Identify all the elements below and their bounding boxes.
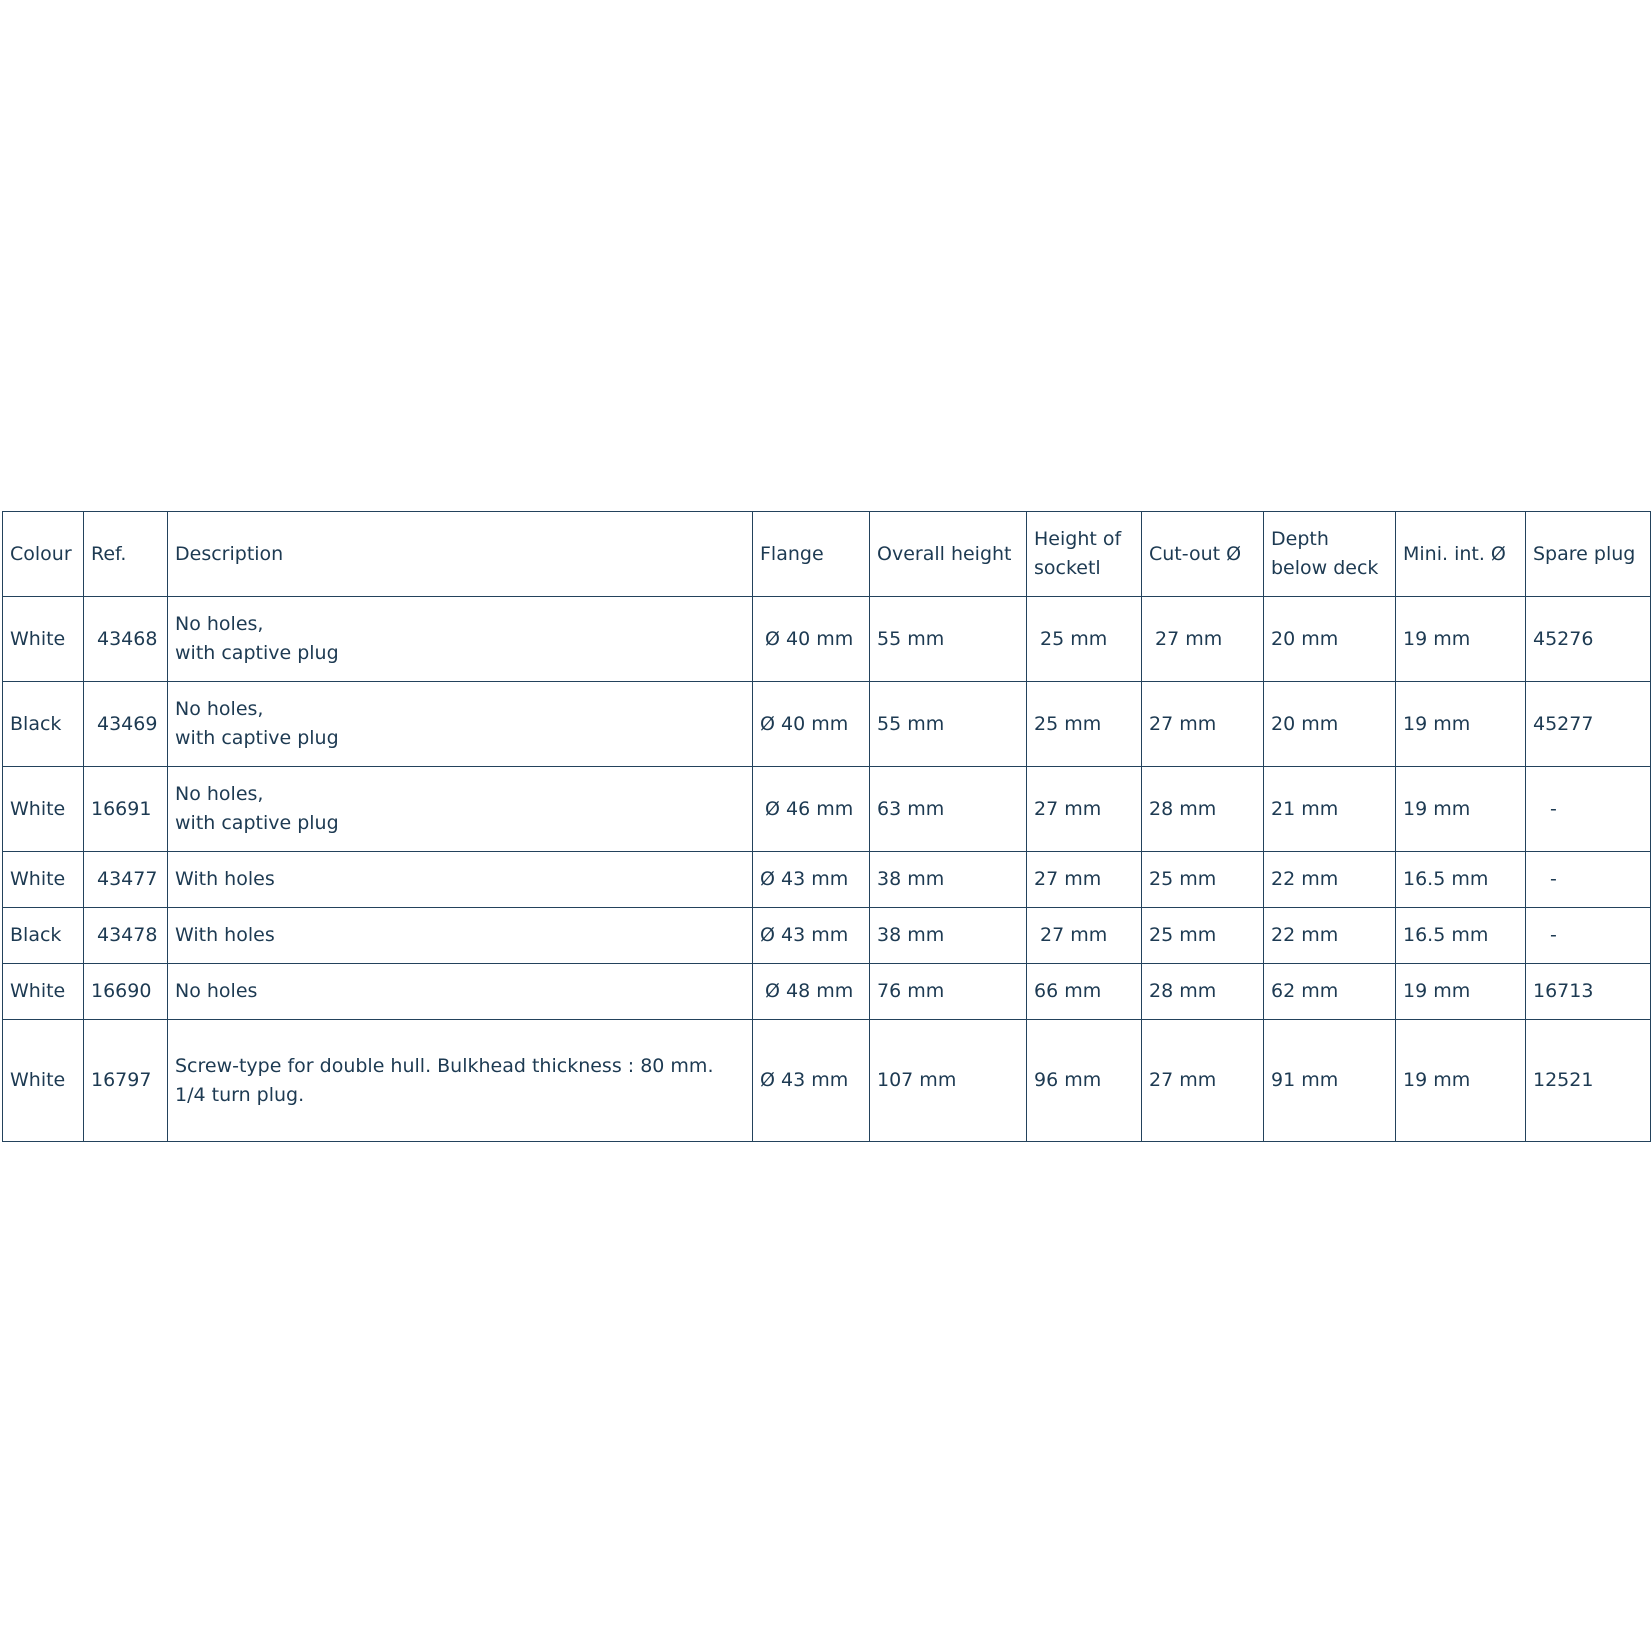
cell-ref: 16691 [84, 767, 168, 852]
cell-colour: White [3, 852, 84, 908]
header-ref: Ref. [84, 512, 168, 597]
cell-cut-out: 28 mm [1142, 767, 1264, 852]
cell-depth-below-deck: 22 mm [1264, 852, 1396, 908]
cell-height-of-socket: 25 mm [1027, 682, 1142, 767]
cell-depth-below-deck: 91 mm [1264, 1020, 1396, 1142]
cell-spare-plug: - [1526, 767, 1651, 852]
header-overall-height: Overall height [870, 512, 1027, 597]
cell-height-of-socket: 96 mm [1027, 1020, 1142, 1142]
cell-height-of-socket: 27 mm [1027, 908, 1142, 964]
cell-flange: Ø 40 mm [753, 597, 870, 682]
cell-flange: Ø 48 mm [753, 964, 870, 1020]
cell-description: With holes [168, 852, 753, 908]
header-colour: Colour [3, 512, 84, 597]
table-row [3, 964, 1651, 1020]
cell-description: With holes [168, 908, 753, 964]
cell-cut-out: 27 mm [1142, 1020, 1264, 1142]
cell-colour: White [3, 767, 84, 852]
table-header [3, 512, 1651, 597]
cell-cut-out: 25 mm [1142, 908, 1264, 964]
cell-mini-int: 19 mm [1396, 597, 1526, 682]
cell-mini-int: 19 mm [1396, 1020, 1526, 1142]
cell-ref: 43468 [84, 597, 168, 682]
cell-ref: 43478 [84, 908, 168, 964]
header-row [3, 512, 1651, 597]
cell-spare-plug: 12521 [1526, 1020, 1651, 1142]
cell-height-of-socket: 27 mm [1027, 767, 1142, 852]
cell-cut-out: 27 mm [1142, 597, 1264, 682]
header-depth-below-deck: Depth below deck [1264, 512, 1396, 597]
cell-overall-height: 76 mm [870, 964, 1027, 1020]
cell-depth-below-deck: 20 mm [1264, 682, 1396, 767]
cell-description: No holes [168, 964, 753, 1020]
cell-colour: White [3, 964, 84, 1020]
cell-ref: 16797 [84, 1020, 168, 1142]
cell-ref: 16690 [84, 964, 168, 1020]
cell-description: No holes, with captive plug [168, 682, 753, 767]
table-row [3, 767, 1651, 852]
cell-flange: Ø 43 mm [753, 908, 870, 964]
cell-ref: 43469 [84, 682, 168, 767]
cell-mini-int: 16.5 mm [1396, 908, 1526, 964]
cell-height-of-socket: 27 mm [1027, 852, 1142, 908]
header-cut-out: Cut-out Ø [1142, 512, 1264, 597]
cell-spare-plug: 45276 [1526, 597, 1651, 682]
cell-colour: Black [3, 682, 84, 767]
cell-ref: 43477 [84, 852, 168, 908]
header-flange: Flange [753, 512, 870, 597]
cell-cut-out: 28 mm [1142, 964, 1264, 1020]
cell-colour: White [3, 597, 84, 682]
cell-depth-below-deck: 20 mm [1264, 597, 1396, 682]
cell-description: No holes, with captive plug [168, 767, 753, 852]
cell-height-of-socket: 66 mm [1027, 964, 1142, 1020]
cell-overall-height: 38 mm [870, 852, 1027, 908]
header-description: Description [168, 512, 753, 597]
cell-mini-int: 19 mm [1396, 964, 1526, 1020]
cell-depth-below-deck: 22 mm [1264, 908, 1396, 964]
cell-overall-height: 38 mm [870, 908, 1027, 964]
cell-depth-below-deck: 21 mm [1264, 767, 1396, 852]
cell-height-of-socket: 25 mm [1027, 597, 1142, 682]
cell-spare-plug: - [1526, 908, 1651, 964]
cell-mini-int: 19 mm [1396, 682, 1526, 767]
cell-flange: Ø 43 mm [753, 852, 870, 908]
cell-cut-out: 25 mm [1142, 852, 1264, 908]
cell-overall-height: 55 mm [870, 597, 1027, 682]
cell-colour: Black [3, 908, 84, 964]
cell-flange: Ø 40 mm [753, 682, 870, 767]
header-height-of-socket: Height of socketl [1027, 512, 1142, 597]
cell-flange: Ø 43 mm [753, 1020, 870, 1142]
cell-overall-height: 63 mm [870, 767, 1027, 852]
table-row [3, 852, 1651, 908]
cell-mini-int: 16.5 mm [1396, 852, 1526, 908]
cell-spare-plug: 16713 [1526, 964, 1651, 1020]
header-mini-int: Mini. int. Ø [1396, 512, 1526, 597]
cell-spare-plug: 45277 [1526, 682, 1651, 767]
spec-table [2, 511, 1651, 1142]
cell-description: No holes, with captive plug [168, 597, 753, 682]
cell-spare-plug: - [1526, 852, 1651, 908]
table-body [3, 597, 1651, 1142]
cell-depth-below-deck: 62 mm [1264, 964, 1396, 1020]
cell-mini-int: 19 mm [1396, 767, 1526, 852]
table-row [3, 597, 1651, 682]
cell-cut-out: 27 mm [1142, 682, 1264, 767]
cell-flange: Ø 46 mm [753, 767, 870, 852]
cell-overall-height: 55 mm [870, 682, 1027, 767]
cell-colour: White [3, 1020, 84, 1142]
header-spare-plug: Spare plug [1526, 512, 1651, 597]
cell-description: Screw-type for double hull. Bulkhead thickness : 80 mm. 1/4 turn plug. [168, 1020, 753, 1142]
table-row [3, 908, 1651, 964]
table-row [3, 682, 1651, 767]
table-row [3, 1020, 1651, 1142]
cell-overall-height: 107 mm [870, 1020, 1027, 1142]
